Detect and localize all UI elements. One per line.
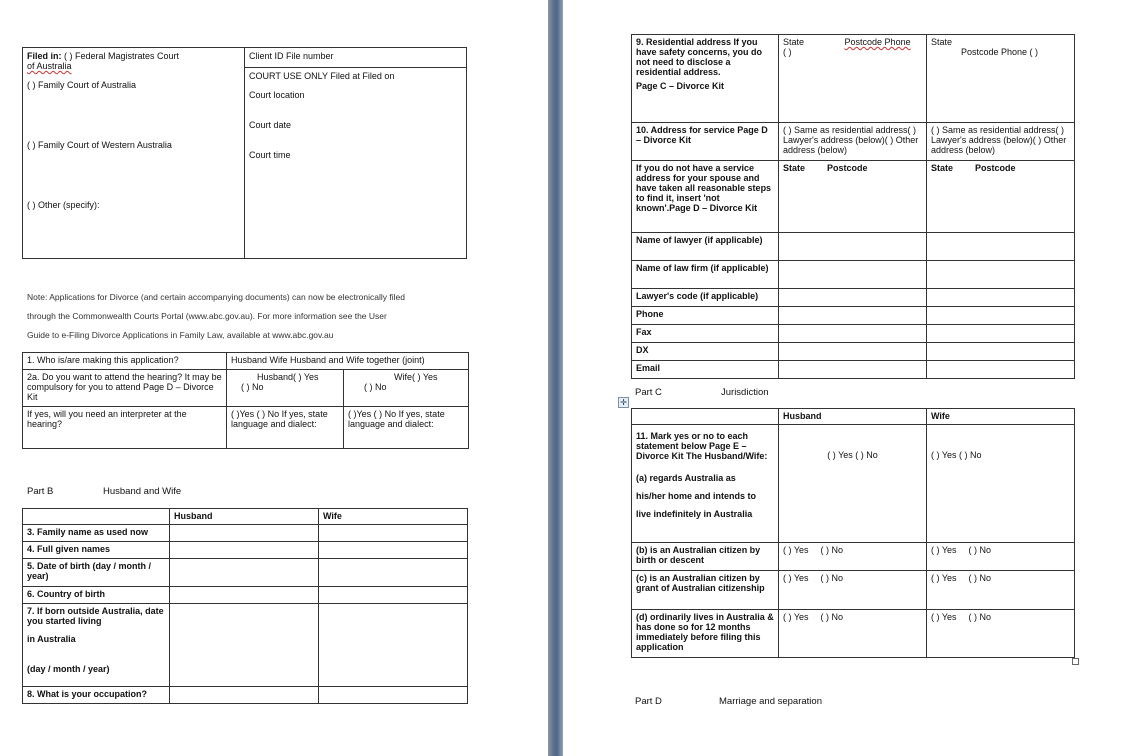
- email-wife[interactable]: [927, 361, 1075, 379]
- arrival-line-1: 7. If born outside Australia, date you started living: [27, 606, 164, 626]
- q11a-line: live indefinitely in Australia: [636, 509, 753, 519]
- no-option[interactable]: ( ) No: [820, 573, 844, 583]
- interpreter-label: If yes, will you need an interpreter at the hearing?: [23, 407, 227, 449]
- q2a-label: 2a. Do you want to attend the hearing? It may be compulsory for you to attend Page D – Divorce Kit: [23, 370, 227, 407]
- court-use-label: COURT USE ONLY Filed at Filed on: [249, 71, 395, 81]
- lawyer-code-wife[interactable]: [927, 289, 1075, 307]
- efiling-note: [27, 288, 497, 345]
- lawyer-name-husband[interactable]: [779, 233, 927, 261]
- q9-cell: [632, 35, 779, 123]
- q11b-husband[interactable]: [779, 543, 927, 571]
- court-time-field[interactable]: Court time: [249, 150, 291, 160]
- phone-husband[interactable]: [779, 307, 927, 325]
- part-d-title: Marriage and separation: [719, 696, 822, 707]
- dob-husband[interactable]: [170, 559, 319, 587]
- court-location-field[interactable]: Court location: [249, 90, 305, 100]
- arrival-date-husband[interactable]: [170, 604, 319, 687]
- occupation-wife[interactable]: [319, 687, 468, 704]
- left-page: [0, 0, 548, 756]
- q2a-husband-cell: [227, 370, 344, 407]
- q11a-label: [636, 469, 774, 523]
- state-label: State: [783, 163, 806, 173]
- q11a-wife-yesno[interactable]: ( ) Yes ( ) No: [931, 450, 982, 460]
- col-husband: Husband: [779, 409, 927, 425]
- q2a-husband-yes[interactable]: Husband( ) Yes: [257, 372, 319, 382]
- q10-wife-options[interactable]: ( ) Same as residential address( ) Lawyer's address (below)( ) Other address (below): [927, 123, 1075, 161]
- part-b-label: Part B: [27, 486, 54, 497]
- lawyer-name-label: Name of lawyer (if applicable): [632, 233, 779, 261]
- court-use-cell: [245, 48, 467, 259]
- q11c-husband[interactable]: [779, 571, 927, 610]
- phone-label: Phone: [632, 307, 779, 325]
- note-line: through the Commonwealth Courts Portal (www.abc.gov.au). For more information see the User: [27, 311, 387, 321]
- q9-wife-address[interactable]: [927, 35, 1075, 123]
- arrival-line-3: (day / month / year): [27, 664, 110, 674]
- q9-page: Page C – Divorce Kit: [636, 81, 725, 91]
- q9-husband-address[interactable]: [779, 35, 927, 123]
- dob-wife[interactable]: [319, 559, 468, 587]
- q11a-line: his/her home and intends to: [636, 491, 757, 501]
- q1-options[interactable]: Husband Wife Husband and Wife together (joint): [227, 353, 469, 370]
- q11d-label: (d) ordinarily lives in Australia & has done so for 12 months immediately before filing this application: [632, 610, 779, 658]
- lawyer-code-label: Lawyer's code (if applicable): [632, 289, 779, 307]
- yes-option[interactable]: ( ) Yes: [783, 612, 809, 622]
- page-gutter: [548, 0, 563, 756]
- no-option[interactable]: ( ) No: [968, 612, 992, 622]
- given-names-husband[interactable]: [170, 542, 319, 559]
- q11-label: 11. Mark yes or no to each statement below Page E – Divorce Kit The Husband/Wife:: [636, 431, 768, 461]
- court-fed-option[interactable]: ( ) Federal Magistrates Court: [64, 51, 180, 61]
- q11a-line: (a) regards Australia as: [636, 473, 736, 483]
- court-family-option[interactable]: ( ) Family Court of Australia: [27, 80, 137, 90]
- lawyer-code-husband[interactable]: [779, 289, 927, 307]
- court-selection-cell: [23, 48, 245, 259]
- q2a-husband-no[interactable]: ( ) No: [241, 382, 264, 392]
- jurisdiction-table: [631, 408, 1075, 658]
- q2a-wife-yes[interactable]: Wife( ) Yes: [394, 372, 438, 382]
- interpreter-husband[interactable]: ( )Yes ( ) No If yes, state language and dialect:: [227, 407, 344, 449]
- fax-husband[interactable]: [779, 325, 927, 343]
- unknown-wife[interactable]: [927, 161, 1075, 233]
- part-d-label: Part D: [635, 696, 662, 707]
- part-b-title: Husband and Wife: [103, 486, 182, 497]
- court-fed-option-2: of Australia: [27, 61, 72, 71]
- yes-option[interactable]: ( ) Yes: [931, 612, 957, 622]
- given-names-wife[interactable]: [319, 542, 468, 559]
- yes-option[interactable]: ( ) Yes: [931, 573, 957, 583]
- q2a-wife-cell: [344, 370, 469, 407]
- no-option[interactable]: ( ) No: [968, 545, 992, 555]
- client-id-field[interactable]: Client ID File number: [245, 48, 466, 68]
- note-line: Guide to e-Filing Divorce Applications in Family Law, available at www.abc.gov.au: [27, 330, 334, 340]
- col-wife: Wife: [319, 509, 468, 525]
- country-birth-wife[interactable]: [319, 587, 468, 604]
- postcode-phone-label: Postcode Phone: [844, 37, 911, 47]
- q2a-wife-no[interactable]: ( ) No: [364, 382, 387, 392]
- husband-wife-table: [22, 508, 468, 704]
- firm-name-wife[interactable]: [927, 261, 1075, 289]
- postcode-phone-label-wife: Postcode Phone ( ): [961, 47, 1039, 57]
- state-label: State: [931, 163, 954, 173]
- address-table: [631, 34, 1075, 379]
- q11b-wife[interactable]: [927, 543, 1075, 571]
- given-names-label: 4. Full given names: [23, 542, 170, 559]
- col-wife: Wife: [927, 409, 1075, 425]
- yes-option[interactable]: ( ) Yes: [931, 545, 957, 555]
- email-label: Email: [632, 361, 779, 379]
- fax-label: Fax: [632, 325, 779, 343]
- filed-in-label: Filed in:: [27, 51, 62, 61]
- dx-label: DX: [632, 343, 779, 361]
- phone-paren: ( ): [783, 47, 792, 57]
- occupation-husband[interactable]: [170, 687, 319, 704]
- court-date-field[interactable]: Court date: [249, 120, 292, 130]
- yes-option[interactable]: ( ) Yes: [783, 545, 809, 555]
- note-line: Note: Applications for Divorce (and certain accompanying documents) can now be electronically filed: [27, 292, 405, 302]
- dx-wife[interactable]: [927, 343, 1075, 361]
- part-c-title: Jurisdiction: [721, 387, 769, 398]
- part-c-label: Part C: [635, 387, 662, 398]
- no-option[interactable]: ( ) No: [968, 573, 992, 583]
- right-page: [563, 0, 1125, 756]
- no-option[interactable]: ( ) No: [820, 612, 844, 622]
- country-birth-husband[interactable]: [170, 587, 319, 604]
- firm-name-husband[interactable]: [779, 261, 927, 289]
- no-option[interactable]: ( ) No: [820, 545, 844, 555]
- q1-label: 1. Who is/are making this application?: [23, 353, 227, 370]
- lawyer-name-wife[interactable]: [927, 233, 1075, 261]
- q10-husband-options[interactable]: ( ) Same as residential address( ) Lawyer's address (below)( ) Other address (below): [779, 123, 927, 161]
- firm-name-label: Name of law firm (if applicable): [632, 261, 779, 289]
- q11d-husband[interactable]: [779, 610, 927, 658]
- q11d-wife[interactable]: [927, 610, 1075, 658]
- q11b-label: (b) is an Australian citizen by birth or descent: [632, 543, 779, 571]
- occupation-label: 8. What is your occupation?: [23, 687, 170, 704]
- q11c-wife[interactable]: [927, 571, 1075, 610]
- postcode-label: Postcode: [975, 163, 1016, 173]
- unknown-address-label: If you do not have a service address for your spouse and have taken all reasonable steps to find it, insert 'not known'.Page D – Divorce Kit: [632, 161, 779, 233]
- arrival-date-wife[interactable]: [319, 604, 468, 687]
- interpreter-wife[interactable]: ( )Yes ( ) No If yes, state language and dialect:: [344, 407, 469, 449]
- postcode-label: Postcode: [827, 163, 868, 173]
- unknown-husband[interactable]: [779, 161, 927, 233]
- court-wa-option[interactable]: ( ) Family Court of Western Australia: [27, 140, 172, 150]
- col-husband: Husband: [170, 509, 319, 525]
- q11a-husband-yesno[interactable]: ( ) Yes ( ) No: [827, 450, 878, 460]
- state-label: State: [783, 37, 805, 47]
- q11-cell: [632, 425, 779, 543]
- arrival-date-label: [23, 604, 170, 687]
- filing-table: [22, 47, 467, 259]
- fax-wife[interactable]: [927, 325, 1075, 343]
- table-move-handle-icon[interactable]: ✛: [618, 397, 629, 408]
- dob-label: 5. Date of birth (day / month / year): [23, 559, 170, 587]
- table-resize-handle-icon[interactable]: [1072, 658, 1079, 665]
- arrival-line-2: in Australia: [27, 634, 76, 644]
- dx-husband[interactable]: [779, 343, 927, 361]
- q10-label: 10. Address for service Page D – Divorce Kit: [632, 123, 779, 161]
- phone-wife[interactable]: [927, 307, 1075, 325]
- q9-label: 9. Residential address If you have safety concerns, you do not need to disclose a residential address.: [636, 37, 763, 77]
- applicant-table: [22, 352, 469, 449]
- family-name-label: 3. Family name as used now: [23, 525, 170, 542]
- family-name-husband[interactable]: [170, 525, 319, 542]
- q11c-label: (c) is an Australian citizen by grant of Australian citizenship: [632, 571, 779, 610]
- state-label: State: [931, 37, 953, 47]
- court-other-option[interactable]: ( ) Other (specify):: [27, 200, 100, 210]
- country-birth-label: 6. Country of birth: [23, 587, 170, 604]
- yes-option[interactable]: ( ) Yes: [783, 573, 809, 583]
- email-husband[interactable]: [779, 361, 927, 379]
- family-name-wife[interactable]: [319, 525, 468, 542]
